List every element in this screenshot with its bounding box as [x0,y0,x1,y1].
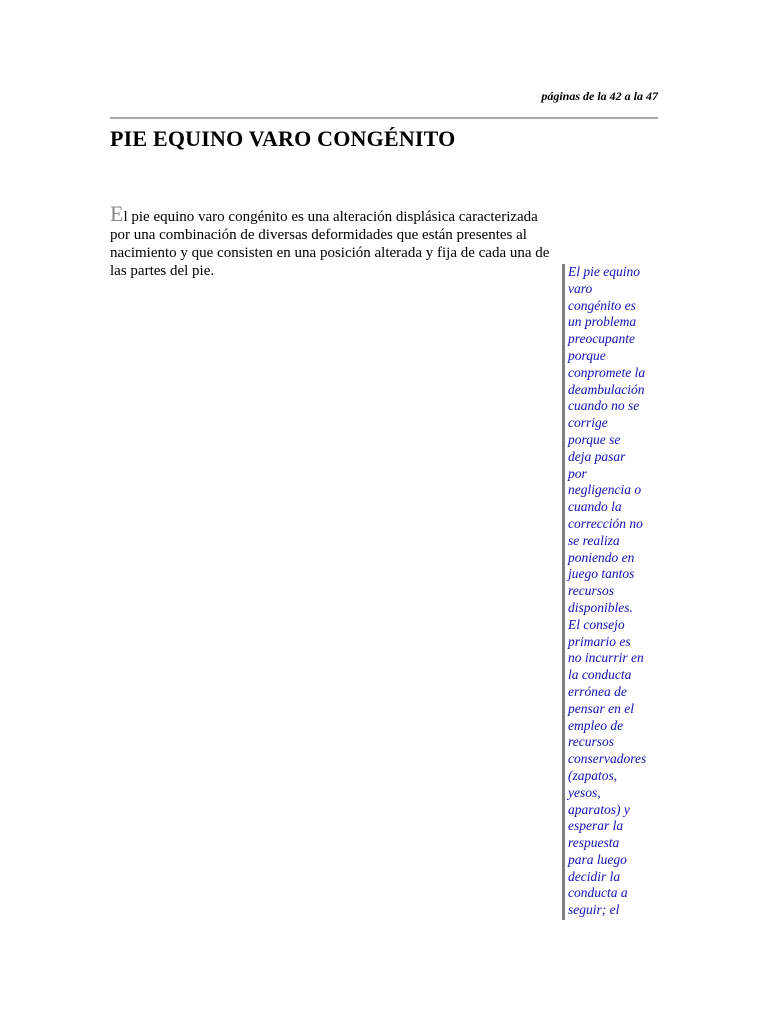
sidebar-line: un problema [568,314,637,330]
sidebar-line: disponibles. [568,599,633,615]
sidebar-line: cuando no se [568,398,640,414]
sidebar-line: recursos [568,734,614,750]
sidebar-line: El pie equino [568,264,640,279]
sidebar-line: corrección no [568,515,643,531]
sidebar-line: esperar la [568,818,624,834]
sidebar-line: por [568,465,587,481]
sidebar-line: no incurrir en [568,650,644,666]
sidebar-line: se realiza [568,532,620,548]
sidebar-line: para luego [568,851,627,867]
sidebar-quote [562,264,658,920]
intro-paragraph [110,201,560,280]
sidebar-line: aparatos) y [568,801,630,817]
sidebar-line: varo [568,280,593,296]
sidebar-line: deambulación [568,381,645,397]
sidebar-line: poniendo en [568,549,635,565]
sidebar-line: congénito es [568,297,636,313]
sidebar-line: recursos [568,583,614,599]
sidebar-line: porque [568,347,606,363]
header-divider [110,117,658,119]
intro-text: l pie equino varo congénito es una alteración displásica caracterizada por una combinación de diversas deformidades que están presentes al nacimiento y que consisten en una posición alterada y fija de cada una de las partes del pie. [110,209,550,279]
sidebar-line: seguir; el [568,902,620,918]
sidebar-line: respuesta [568,835,620,851]
sidebar-line: conducta a [568,885,628,901]
sidebar-line: (zapatos, [568,767,618,783]
sidebar-line: porque se [568,431,621,447]
sidebar-line: conpromete la [568,364,646,380]
sidebar-line: empleo de [568,717,624,733]
page-reference: páginas de la 42 a la 47 [541,89,658,103]
drop-cap: E [110,201,124,226]
sidebar-line: yesos, [568,784,601,800]
sidebar-line: juego tantos [568,566,635,582]
sidebar-line: negligencia o [568,482,642,498]
sidebar-line: pensar en el [568,700,634,716]
sidebar-line: decidir la [568,868,621,884]
sidebar-line: primario es [568,633,631,649]
sidebar-line: El consejo [568,616,625,632]
sidebar-line: la conducta [568,667,632,683]
sidebar-line: corrige [568,415,608,431]
article-title: PIE EQUINO VARO CONGÉNITO [110,126,456,151]
sidebar-line: conservadores [568,751,647,767]
sidebar-line: cuando la [568,499,622,515]
sidebar-line: preocupante [568,331,635,347]
sidebar-line: deja pasar [568,448,626,464]
sidebar-line: errónea de [568,683,627,699]
